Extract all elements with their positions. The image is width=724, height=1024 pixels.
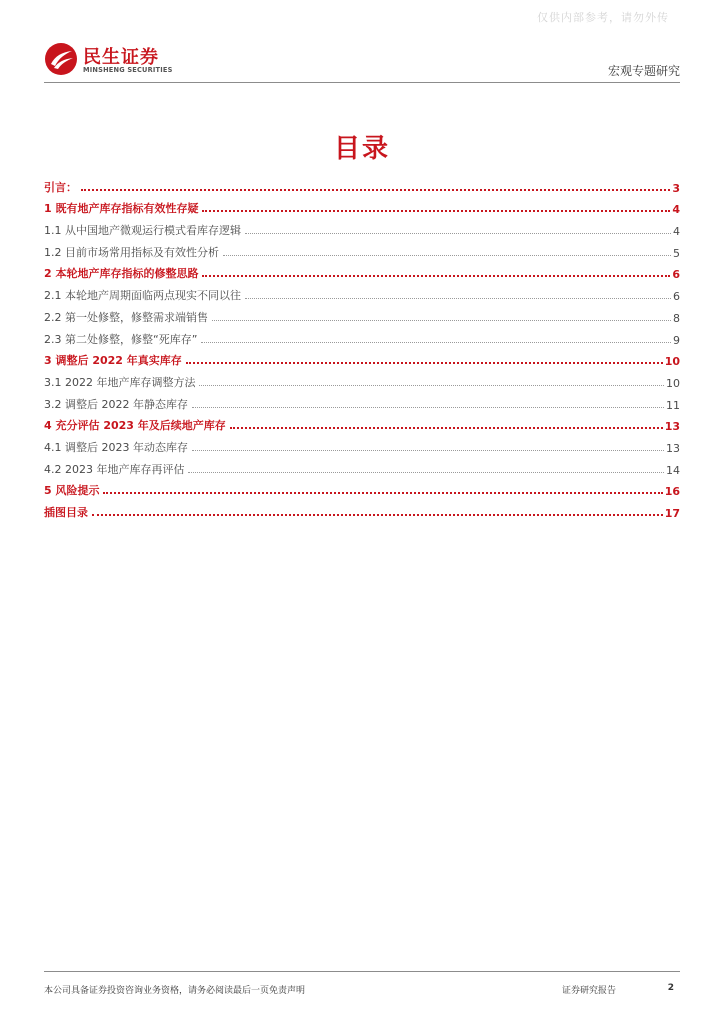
toc-entry[interactable] xyxy=(44,455,680,477)
toc-dot-leader xyxy=(202,275,670,277)
toc-dot-leader xyxy=(212,320,671,321)
toc-entry-page: 17 xyxy=(664,507,680,520)
toc-dot-leader xyxy=(245,233,671,234)
toc-dot-leader xyxy=(202,210,670,212)
logo-text-cn: 民生证券 xyxy=(83,47,159,68)
header-divider xyxy=(44,82,680,83)
toc-entry[interactable] xyxy=(44,390,680,412)
toc-entry[interactable] xyxy=(44,412,680,434)
toc-entry-page: 14 xyxy=(666,463,680,477)
toc-entry[interactable] xyxy=(44,498,680,520)
toc-entry-title: 引言： xyxy=(44,180,77,194)
toc-entry-title: 4.2 2023 年地产库存再评估 xyxy=(44,462,185,476)
toc-entry-page: 6 xyxy=(672,268,680,282)
toc-entry-page: 8 xyxy=(673,311,680,325)
toc-entry-title: 4 充分评估 2023 年及后续地产库存 xyxy=(44,419,226,433)
toc-dot-leader xyxy=(192,407,664,408)
toc-dot-leader xyxy=(192,450,664,451)
toc-entry[interactable] xyxy=(44,281,680,303)
toc-entry-page: 9 xyxy=(673,333,680,347)
toc-dot-leader xyxy=(223,255,671,256)
logo-text-en: MINSHENG SECURITIES xyxy=(83,66,173,74)
toc-entry-page: 11 xyxy=(666,398,680,412)
toc-entry-title: 4.1 调整后 2023 年动态库存 xyxy=(44,440,188,454)
report-type: 宏观专题研究 xyxy=(607,64,680,78)
toc-entry-title: 2.3 第二处修整，修整“死库存” xyxy=(44,332,198,346)
toc-dot-leader xyxy=(186,362,663,364)
table-of-contents xyxy=(44,173,680,520)
toc-dot-leader xyxy=(81,189,670,191)
toc-entry-title: 3.1 2022 年地产库存调整方法 xyxy=(44,375,196,389)
minsheng-logo-icon xyxy=(44,42,78,76)
toc-entry-title: 1.1 从中国地产微观运行模式看库存逻辑 xyxy=(44,224,241,238)
toc-entry-title: 1.2 目前市场常用指标及有效性分析 xyxy=(44,245,219,259)
toc-dot-leader xyxy=(245,298,671,299)
toc-entry[interactable] xyxy=(44,238,680,260)
toc-dot-leader xyxy=(188,472,664,473)
toc-dot-leader xyxy=(230,427,663,429)
toc-entry-title: 2 本轮地产库存指标的修整思路 xyxy=(44,267,199,281)
toc-entry[interactable] xyxy=(44,368,680,390)
toc-entry[interactable] xyxy=(44,433,680,455)
toc-entry-title: 1 既有地产库存指标有效性存疑 xyxy=(44,202,199,216)
page-number: 2 xyxy=(667,983,674,993)
toc-dot-leader xyxy=(199,385,664,386)
toc-entry[interactable] xyxy=(44,325,680,347)
toc-entry-page: 3 xyxy=(672,181,680,195)
toc-entry[interactable] xyxy=(44,347,680,369)
toc-entry-page: 4 xyxy=(673,225,680,239)
toc-dot-leader xyxy=(103,492,662,494)
toc-entry[interactable] xyxy=(44,195,680,217)
toc-dot-leader xyxy=(92,514,663,516)
toc-entry-page: 13 xyxy=(664,420,680,434)
toc-entry-title: 插图目录 xyxy=(44,506,88,519)
toc-title: 目录 xyxy=(333,134,390,164)
toc-entry[interactable] xyxy=(44,216,680,238)
toc-entry-page: 16 xyxy=(664,485,680,499)
toc-entry-title: 2.2 第一处修整，修整需求端销售 xyxy=(44,310,208,324)
toc-entry-title: 2.1 本轮地产周期面临两点现实不同以往 xyxy=(44,289,241,303)
footer-divider xyxy=(44,971,680,972)
toc-entry-page: 10 xyxy=(664,355,680,369)
toc-dot-leader xyxy=(201,342,671,343)
toc-entry-title: 3 调整后 2022 年真实库存 xyxy=(44,354,182,368)
toc-entry[interactable] xyxy=(44,303,680,325)
toc-entry[interactable] xyxy=(44,260,680,282)
toc-entry-page: 10 xyxy=(666,376,680,390)
toc-entry-title: 5 风险提示 xyxy=(44,484,100,498)
logo xyxy=(44,42,184,76)
toc-entry-page: 5 xyxy=(673,246,680,260)
toc-entry-title: 3.2 调整后 2022 年静态库存 xyxy=(44,397,188,411)
watermark: 仅供内部参考，请勿外传 xyxy=(537,11,669,24)
footer-doc-type: 证券研究报告 xyxy=(562,986,617,996)
toc-entry[interactable] xyxy=(44,477,680,499)
toc-entry-page: 4 xyxy=(672,203,680,217)
footer-disclaimer: 本公司具备证券投资咨询业务资格，请务必阅读最后一页免责声明 xyxy=(44,986,306,996)
toc-entry-page: 6 xyxy=(673,290,680,304)
toc-entry-page: 13 xyxy=(666,441,680,455)
toc-entry[interactable] xyxy=(44,173,680,195)
